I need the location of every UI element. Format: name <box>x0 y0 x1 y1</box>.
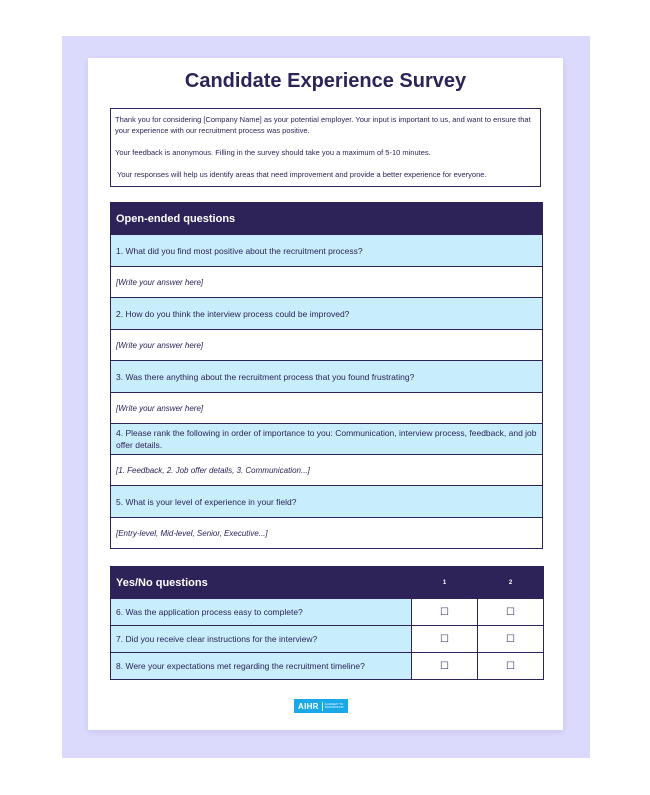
yes-no-row <box>111 599 544 626</box>
question-1: 1. What did you find most positive about the recruitment process? <box>111 235 543 267</box>
answer-row <box>111 518 543 549</box>
question-5: 5. What is your level of experience in your field? <box>111 486 543 518</box>
checkbox-q8-option-2[interactable]: ☐ <box>478 653 544 680</box>
question-row <box>111 486 543 518</box>
intro-box <box>110 108 541 187</box>
option-header-2: 2 <box>478 567 544 599</box>
checkbox-q7-option-2[interactable]: ☐ <box>478 626 544 653</box>
question-row <box>111 235 543 267</box>
intro-paragraph: Your responses will help us identify areas that need improvement and provide a better experience for everyone. <box>117 170 487 179</box>
logo-tagline: ACADEMY TO INNOVATE HR <box>324 701 344 709</box>
answer-field-1[interactable]: [Write your answer here] <box>111 267 543 298</box>
answer-row <box>111 393 543 424</box>
yes-no-row <box>111 626 544 653</box>
document-title: Candidate Experience Survey <box>184 70 467 92</box>
option-header-1: 1 <box>412 567 478 599</box>
question-row <box>111 298 543 330</box>
yes-no-row <box>111 653 544 680</box>
checkbox-q6-option-2[interactable]: ☐ <box>478 599 544 626</box>
answer-field-4[interactable]: [1. Feedback, 2. Job offer details, 3. Communication...] <box>111 455 543 486</box>
question-7: 7. Did you receive clear instructions for the interview? <box>111 626 412 653</box>
question-2: 2. How do you think the interview process could be improved? <box>111 298 543 330</box>
checkbox-q6-option-1[interactable]: ☐ <box>412 599 478 626</box>
answer-field-3[interactable]: [Write your answer here] <box>111 393 543 424</box>
question-6: 6. Was the application process easy to complete? <box>111 599 412 626</box>
intro-paragraph: Your feedback is anonymous. Filling in the survey should take you a maximum of 5-10 minutes. <box>115 148 431 157</box>
open-ended-header-row <box>111 203 543 235</box>
question-row <box>111 424 543 455</box>
question-8: 8. Were your expectations met regarding the recruitment timeline? <box>111 653 412 680</box>
question-3: 3. Was there anything about the recruitment process that you found frustrating? <box>111 361 543 393</box>
question-4: 4. Please rank the following in order of importance to you: Communication, interview process, feedback, and job offer details. <box>111 424 543 455</box>
answer-row <box>111 455 543 486</box>
answer-row <box>111 267 543 298</box>
yes-no-table <box>110 566 544 680</box>
logo-divider <box>322 702 323 711</box>
answer-field-5[interactable]: [Entry-level, Mid-level, Senior, Executive...] <box>111 518 543 549</box>
checkbox-q8-option-1[interactable]: ☐ <box>412 653 478 680</box>
open-ended-heading: Open-ended questions <box>111 203 543 235</box>
yes-no-header-row <box>111 567 544 599</box>
survey-document <box>88 58 563 730</box>
question-row <box>111 361 543 393</box>
intro-paragraph: Thank you for considering [Company Name] as your potential employer. Your input is important to us, and want to ensure that your experience with our recruitment process was positive. <box>115 115 531 135</box>
answer-field-2[interactable]: [Write your answer here] <box>111 330 543 361</box>
yes-no-heading: Yes/No questions <box>111 567 412 599</box>
logo-mark: AIHR <box>298 701 319 711</box>
answer-row <box>111 330 543 361</box>
open-ended-table <box>110 202 543 549</box>
checkbox-q7-option-1[interactable]: ☐ <box>412 626 478 653</box>
aihr-logo <box>294 699 348 713</box>
